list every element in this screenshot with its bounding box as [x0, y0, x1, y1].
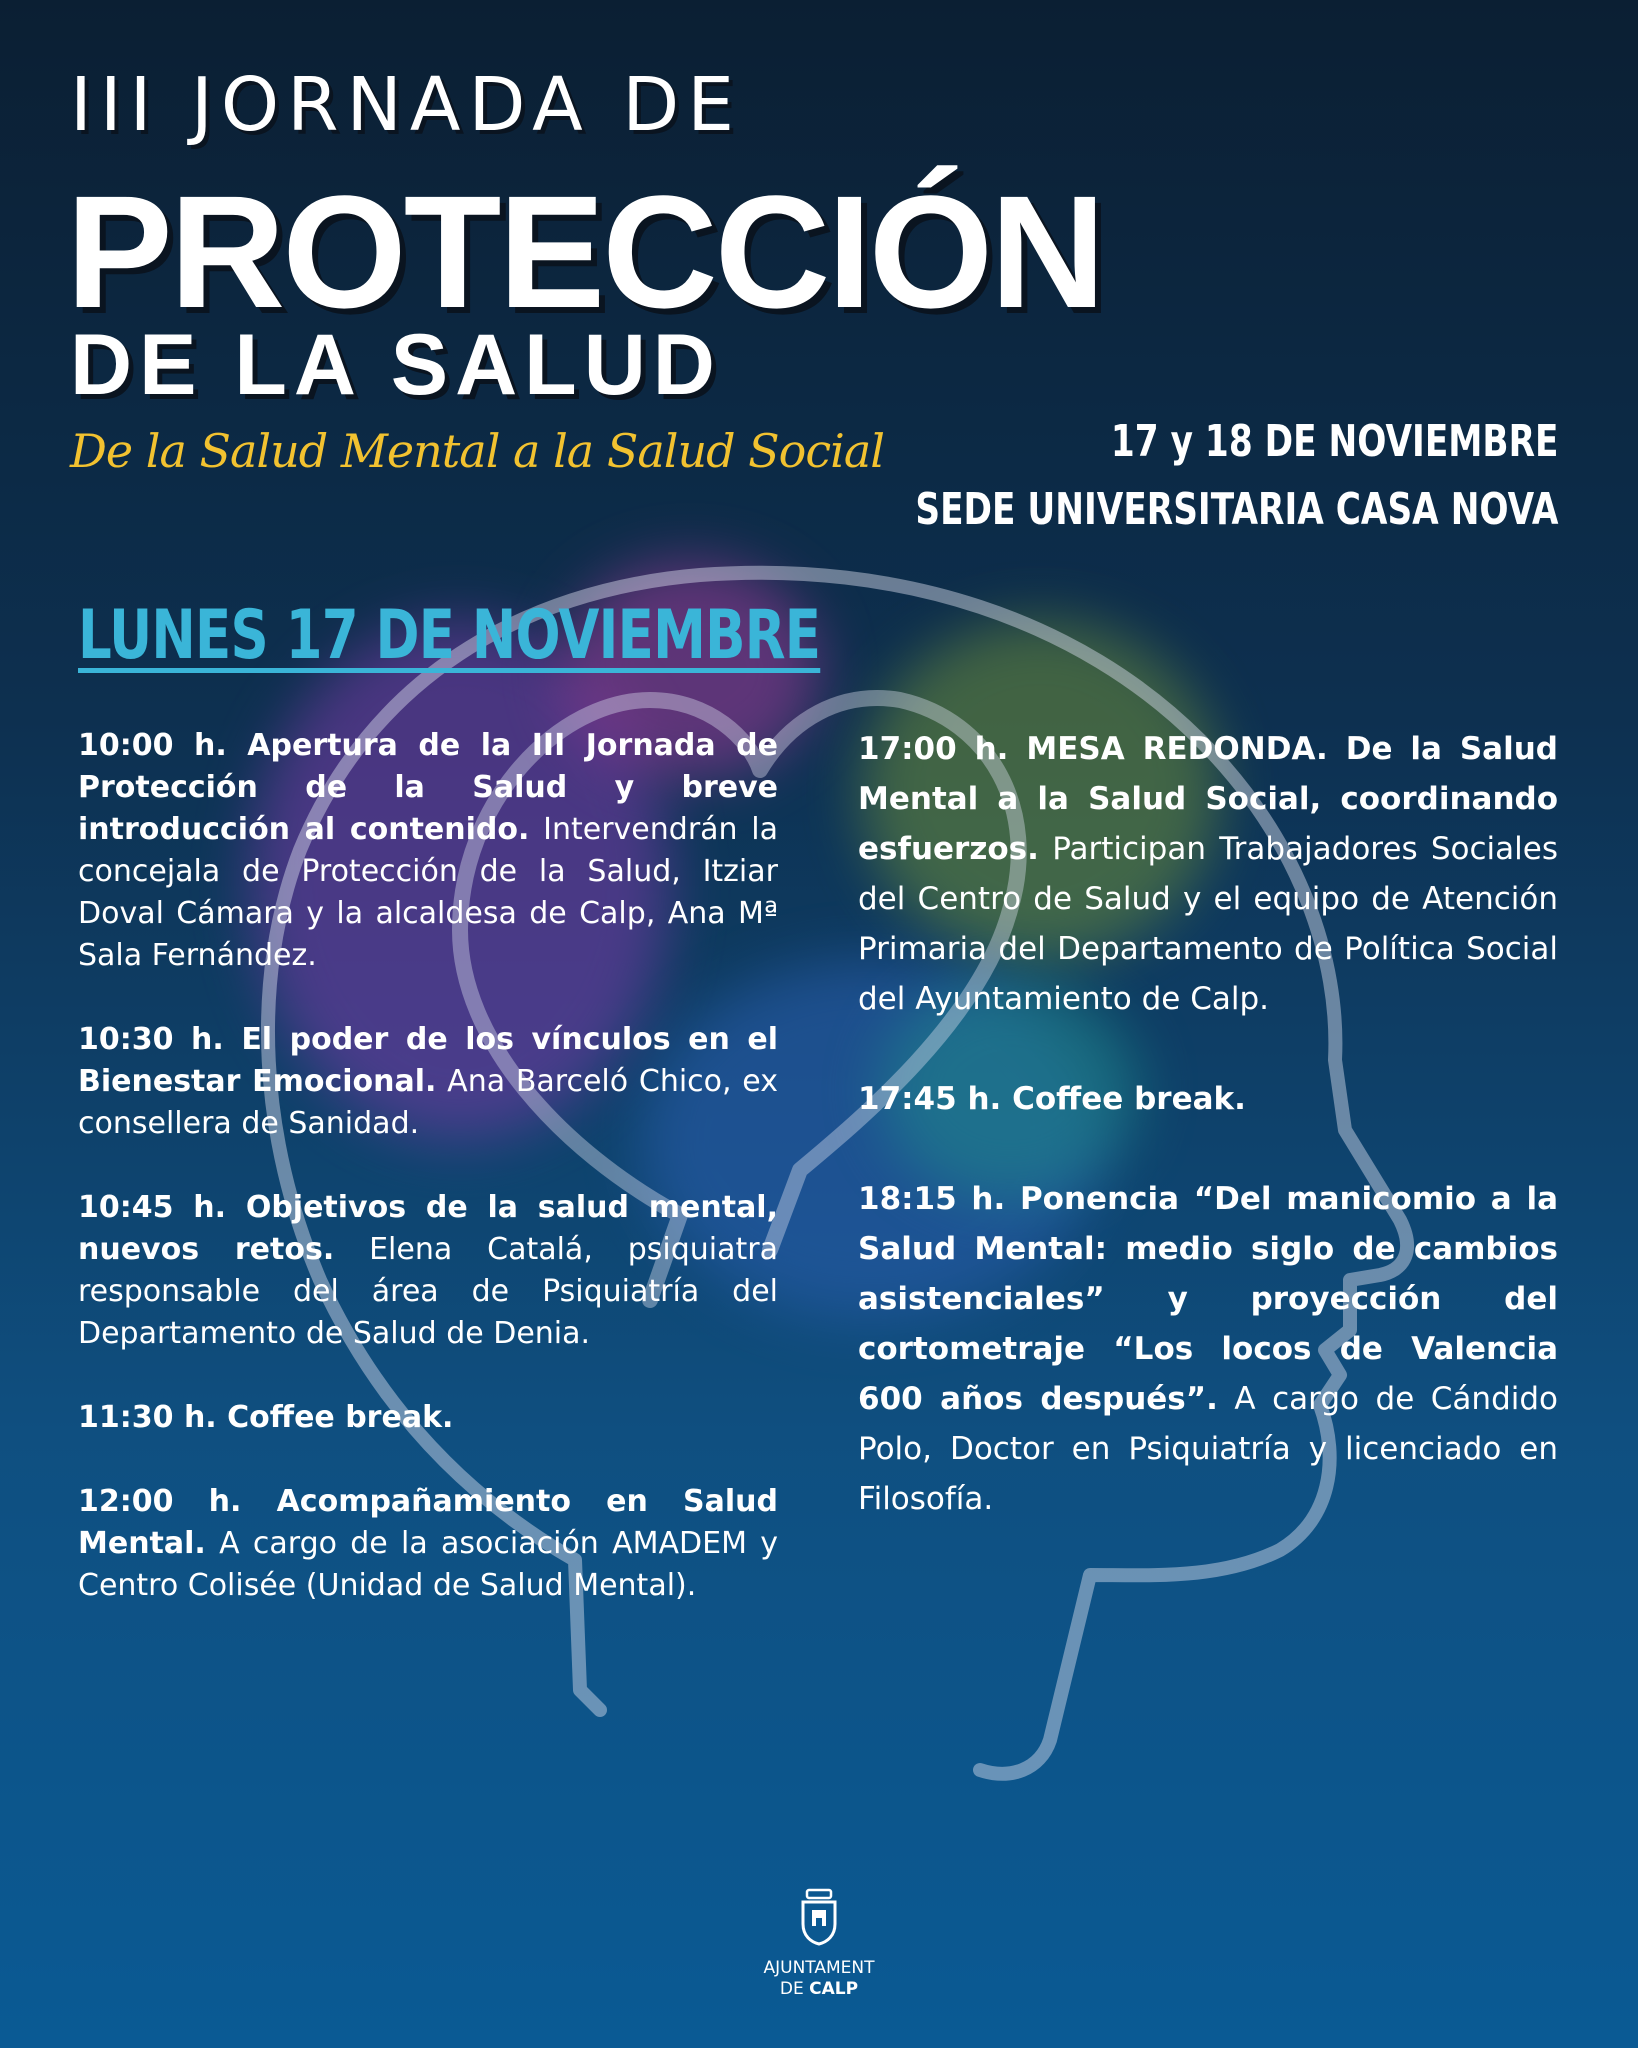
entry-text: A cargo de Cándido Polo, Doctor en Psiquiatría y licenciado en Filosofía. — [858, 1381, 1559, 1517]
entry-text: Ana Barceló Chico, ex consellera de Sanidad. — [78, 1064, 778, 1141]
schedule-entry — [858, 1174, 1558, 1524]
entry-text: Elena Catalá, psiquiatra responsable del área de Psiquiatría del Departamento de Salud de Denia. — [78, 1232, 778, 1351]
entry-title: 18:15 h. Ponencia “Del manicomio a la Salud Mental: medio siglo de cambios asistenciales” y proyección del cortometraje “Los locos de Valencia 600 años después”. — [858, 1181, 1558, 1417]
schedule-entry — [78, 1397, 778, 1439]
subtitle: De la Salud Mental a la Salud Social — [70, 424, 884, 478]
entry-text: Intervendrán la concejala de Protección de la Salud, Itziar Doval Cámara y la alcaldesa de Calp, Ana Mª Sala Fernández. — [78, 812, 778, 973]
entry-title: 17:45 h. Coffee break. — [858, 1081, 1246, 1117]
title-main: PROTECCIÓN — [66, 162, 1103, 341]
ajuntament-calp-logo — [750, 1888, 888, 2000]
entry-title: 10:30 h. El poder de los vínculos en el Bienestar Emocional. — [78, 1022, 778, 1099]
entry-title: 17:00 h. MESA REDONDA. De la Salud Mental a la Salud Social, coordinando esfuerzos. — [858, 731, 1558, 867]
coat-of-arms-icon — [799, 1888, 839, 1946]
event-info — [915, 408, 1558, 544]
title-line-3: DE LA SALUD — [70, 317, 722, 413]
title-line-1: III JORNADA DE — [70, 62, 743, 148]
entry-text: A cargo de la asociación AMADEM y Centro Colisée (Unidad de Salud Mental). — [78, 1526, 778, 1603]
entry-text: Participan Trabajadores Sociales del Centro de Salud y el equipo de Atención Primaria del Departamento de Política Social del Ayuntamiento de Calp. — [858, 831, 1558, 1017]
entry-title: 10:00 h. Apertura de la III Jornada de Protección de la Salud y breve introducción al contenido. — [78, 728, 778, 847]
schedule-entry — [78, 725, 778, 977]
entry-title: 11:30 h. Coffee break. — [78, 1400, 454, 1435]
logo-line-2: DE CALP — [779, 1979, 859, 1999]
schedule-entry — [858, 1074, 1558, 1124]
event-venue: SEDE UNIVERSITARIA CASA NOVA — [914, 484, 1558, 535]
entry-title: 12:00 h. Acompañamiento en Salud Mental. — [78, 1484, 778, 1561]
entry-title: 10:45 h. Objetivos de la salud mental, nuevos retos. — [78, 1190, 778, 1267]
schedule-entry — [78, 1187, 778, 1355]
schedule-left-column — [78, 725, 778, 1649]
logo-line-1: AJUNTAMENT — [763, 1958, 875, 1978]
schedule-entry — [78, 1019, 778, 1145]
schedule-right-column — [858, 724, 1558, 1574]
event-dates: 17 y 18 DE NOVIEMBRE — [1110, 416, 1558, 467]
day-heading: LUNES 17 DE NOVIEMBRE — [78, 596, 821, 675]
schedule-entry — [858, 724, 1558, 1024]
schedule-entry — [78, 1481, 778, 1607]
